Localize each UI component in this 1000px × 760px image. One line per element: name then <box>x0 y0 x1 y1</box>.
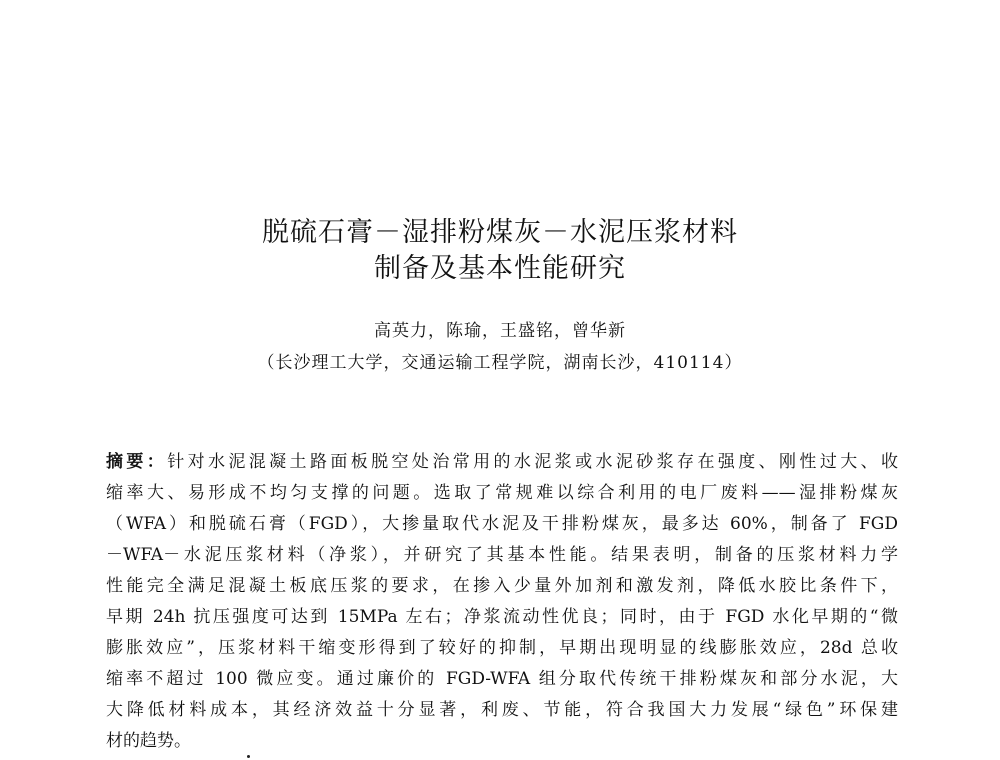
abstract-text-line-1: 针对水泥混凝土路面板脱空处治常用的水泥浆或水泥砂浆存在强度、刚性过大、收 <box>167 452 898 472</box>
abstract-line-5: 性能完全满足混凝土板底压浆的要求，在掺入少量外加剂和激发剂，降低水胶比条件下， <box>106 576 898 596</box>
abstract-line-10: 材的趋势。 <box>106 731 191 751</box>
paper-title-line-2: 制备及基本性能研究 <box>374 253 626 284</box>
abstract <box>106 447 898 757</box>
abstract-line-3: （WFA）和脱硫石膏（FGD），大掺量取代水泥及干排粉煤灰，最多达 60%，制备了 FGD <box>106 514 898 534</box>
paper-title-line-1: 脱硫石膏－湿排粉煤灰－水泥压浆材料 <box>262 217 738 248</box>
author-affiliation: （长沙理工大学，交通运输工程学院，湖南长沙，410114） <box>257 353 743 373</box>
abstract-line-8: 缩率不超过 100 微应变。通过廉价的 FGD-WFA 组分取代传统干排粉煤灰和部分水泥，大 <box>106 669 898 689</box>
abstract-line-6: 早期 24h 抗压强度可达到 15MPa 左右；净浆流动性优良；同时，由于 FGD 水化早期的“微 <box>106 607 898 627</box>
abstract-line-9: 大降低材料成本，其经济效益十分显著，利废、节能，符合我国大力发展“绿色”环保建 <box>106 700 898 720</box>
abstract-line-1 <box>106 447 898 478</box>
author-list: 高英力，陈瑜，王盛铭，曾华新 <box>374 321 626 341</box>
abstract-line-2: 缩率大、易形成不均匀支撑的问题。选取了常规难以综合利用的电厂废料——湿排粉煤灰 <box>106 483 898 503</box>
abstract-label: 摘要： <box>106 452 168 472</box>
abstract-line-4: －WFA－水泥压浆材料（净浆），并研究了其基本性能。结果表明，制备的压浆材料力学 <box>106 545 898 565</box>
abstract-line-7: 膨胀效应”，压浆材料干缩变形得到了较好的抑制，早期出现明显的线膨胀效应，28d 总收 <box>106 638 898 658</box>
scan-speck <box>247 755 250 758</box>
